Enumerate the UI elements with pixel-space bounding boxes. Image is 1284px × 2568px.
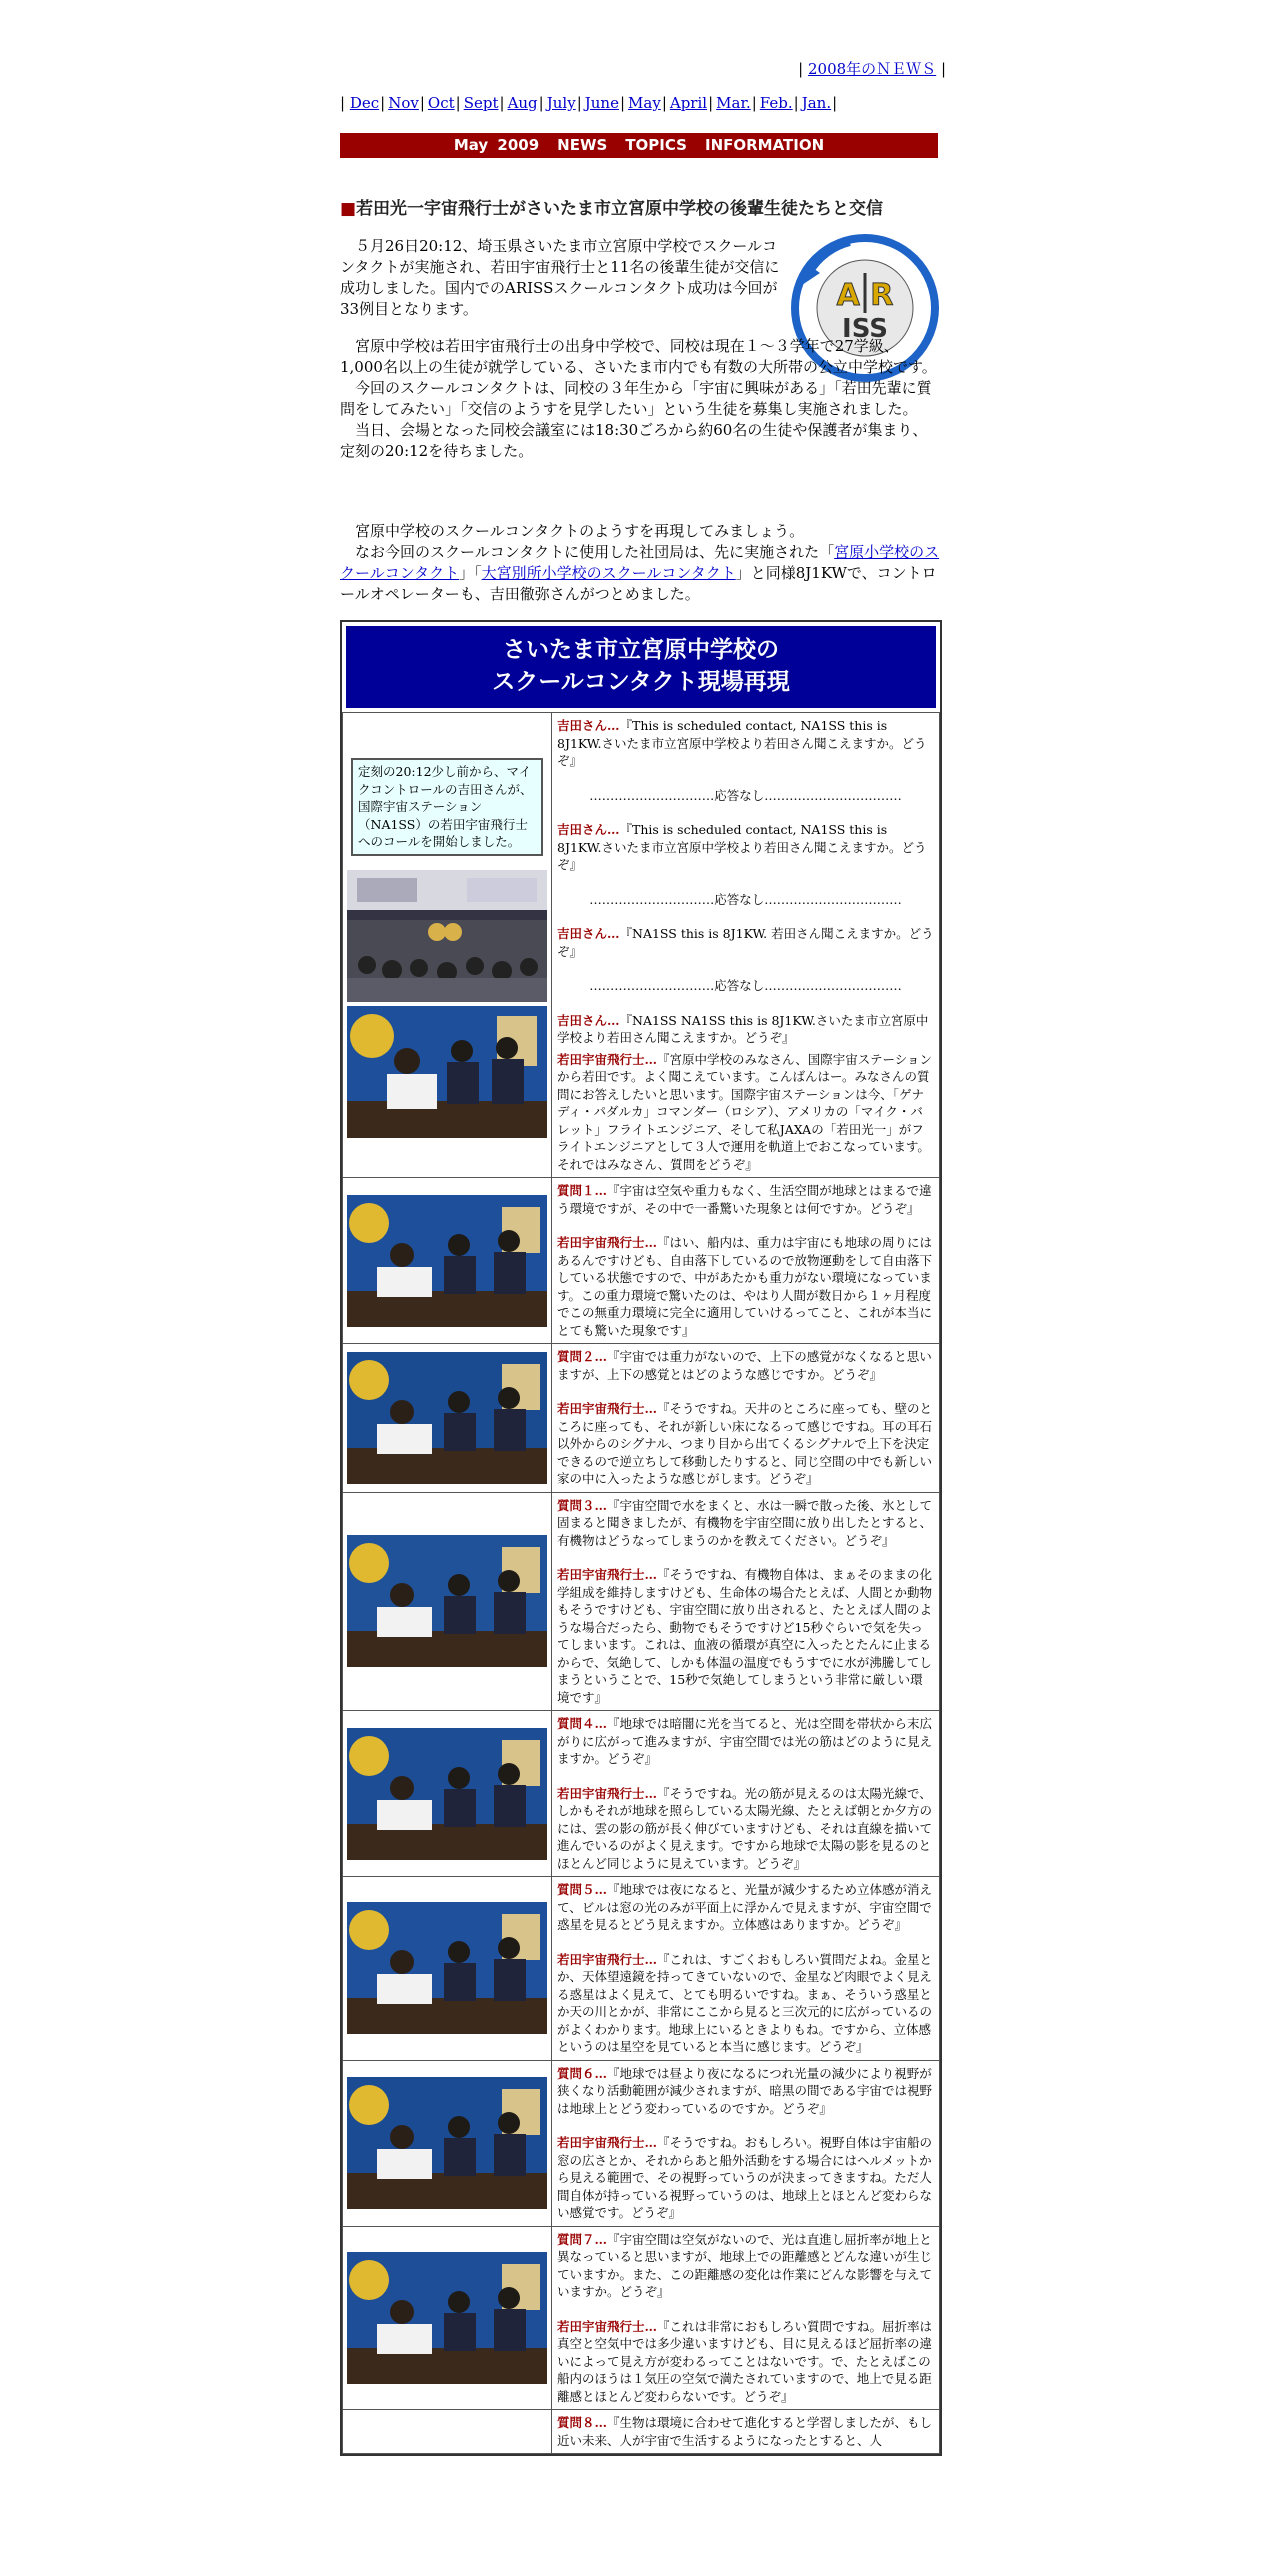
month-link-mar[interactable]: Mar. xyxy=(716,94,751,112)
question-dialogue-cell xyxy=(552,2410,940,2454)
intro-paragraph xyxy=(340,236,785,320)
answer xyxy=(557,1566,934,1706)
question xyxy=(557,1497,934,1550)
question-dialogue-cell xyxy=(552,1178,940,1344)
heading-line-2: スクールコンタクト現場再現 xyxy=(492,669,790,695)
call-text: 『This is scheduled contact, NA1SS this is 8J1KW.さいたま市立宮原中学校より若田さん聞こえますか。どうぞ』 xyxy=(557,822,927,872)
wakata-reply-0 xyxy=(557,1051,934,1174)
month-link-may[interactable]: May xyxy=(628,94,661,112)
question-dialogue-cell xyxy=(552,1877,940,2061)
answer-text: 『これは、すごくおもしろい質問だよね。金星とか、天体望遠鏡を持ってきていないので、金星など肉眼でよく見える惑星はよく見えて、とても明るいですね。まぁ、そういう惑星とか天の川とかが、非常にここから見ると三次元的に広がっているのがよくわかります。地球上にいるときよりもね。ですから、立体感というのは星空を見ていると本当に感じます。どうぞ』 xyxy=(557,1951,933,2054)
related-text-b: 」「 xyxy=(459,564,482,582)
question-dialogue-cell xyxy=(552,1344,940,1493)
banner-topics: TOPICS xyxy=(625,136,687,154)
speaker-yoshida: 吉田さん… xyxy=(557,926,620,941)
news-2008-link[interactable]: 2008年のＮＥＷＳ xyxy=(807,60,937,78)
speaker-yoshida: 吉田さん… xyxy=(557,1012,620,1028)
question-text: 『地球では暗闇に光を当てると、光は空間を帯状から末広がりに広がって進みますが、宇宙空間では光の筋はどのように見えますか。どうぞ』 xyxy=(557,1716,933,1766)
question-photo-cell xyxy=(343,2060,552,2226)
answer-text: 『これは非常におもしろい質問ですね。屈折率は真空と空気中では多少違いますけども、目に見えるほど屈折率の違いによって見え方が変わるってことはないです。で、たとえばこの船内のほうは１気圧の空気で満たされていますので、地上で見る距離感とほとんど変わらないです。どうぞ』 xyxy=(557,2318,933,2404)
student-question-photo xyxy=(347,1352,547,1484)
month-link-feb[interactable]: Feb. xyxy=(759,94,793,112)
speaker-wakata: 若田宇宙飛行士… xyxy=(557,2135,658,2150)
students-photo xyxy=(347,1006,547,1138)
section-banner xyxy=(340,133,938,158)
question-dialogue-cell xyxy=(552,2060,940,2226)
speaker-yoshida: 吉田さん… xyxy=(557,822,620,837)
answer xyxy=(557,1400,934,1488)
answer xyxy=(557,2318,934,2406)
month-link-oct[interactable]: Oct xyxy=(427,94,455,112)
question xyxy=(557,1182,934,1217)
table-row xyxy=(343,2060,940,2226)
reply-text: 『宮原中学校のみなさん、国際宇宙ステーションから若田です。よく聞こえています。こんばんはー。みなさんの質問にお答えしたいと思います。国際宇宙ステーションは今、「ゲナディ・パダルカ」コマンダー（ロシア）、アメリカの「マイク・バレット」フライトエンジニア、そして私JAXAの「若田光一」がフライトエンジニアとして３人で運用を軌道上でおこなっています。それではみなさん、質問をどうぞ』 xyxy=(557,1051,933,1172)
speaker-wakata: 若田宇宙飛行士… xyxy=(557,1951,658,1967)
student-question-photo xyxy=(347,1195,547,1327)
question-label: 質問７… xyxy=(557,2231,608,2247)
article-title-text: 若田光一宇宙飛行士がさいたま市立宮原中学校の後輩生徒たちと交信 xyxy=(356,199,884,219)
question-text: 『生物は環境に合わせて進化すると学習しましたが、もし近い未来、人が宇宙で生活するようになったとすると、人 xyxy=(557,2415,933,2448)
question-photo-cell xyxy=(343,1344,552,1493)
speaker-wakata: 若田宇宙飛行士… xyxy=(557,1567,658,1582)
question xyxy=(557,1715,934,1768)
call-2 xyxy=(557,821,934,874)
table-row xyxy=(343,2226,940,2410)
reconstruction-intro xyxy=(340,521,940,605)
table-row xyxy=(343,1344,940,1493)
answer xyxy=(557,1234,934,1339)
question xyxy=(557,2414,934,2449)
table-row xyxy=(343,713,940,1178)
related-text-a: なお今回のスクールコンタクトに使用した社団局は、先に実施された「 xyxy=(340,543,835,561)
intro-text: ５月26日20:12、埼玉県さいたま市立宮原中学校でスクールコンタクトが実施され、若田宇宙飛行士と11名の後輩生徒が交信に成功しました。国内でのARISSスクールコンタクト成功は今回が33例目となります。 xyxy=(340,237,780,318)
month-link-april[interactable]: April xyxy=(669,94,708,112)
banner-information: INFORMATION xyxy=(704,136,825,154)
banner-month: May 2009 xyxy=(453,136,540,154)
opening-photos xyxy=(343,713,552,1178)
answer-text: 『そうですね。天井のところに座っても、壁のところに座っても、それが新しい床になるって感じですね。耳の耳石以外からのシグナル、つまり目から出てくるシグナルで上下を決定できるので逆立ちして移動したりすると、同じ空間の中でも新しい家の中に入ったような感じがします。どうぞ』 xyxy=(557,1401,933,1486)
speaker-wakata: 若田宇宙飛行士… xyxy=(557,1235,658,1250)
month-link-nov[interactable]: Nov xyxy=(388,94,419,112)
month-link-aug[interactable]: Aug xyxy=(507,94,538,112)
question-text: 『宇宙空間は空気がないので、光は直進し屈折率が地上と異なっていると思いますが、地球上での距離感とどんな違いが生じていますか。また、この距離感の変化は作業にどんな影響を与えていますか。どうぞ』 xyxy=(557,2231,933,2299)
heading-line-1: さいたま市立宮原中学校の xyxy=(503,637,779,663)
question-photo-cell xyxy=(343,2226,552,2410)
news-archive-nav: | 2008年のＮＥＷＳ | xyxy=(798,60,946,78)
speaker-yoshida: 吉田さん… xyxy=(557,718,620,733)
question-photo-cell xyxy=(343,1178,552,1344)
table-row xyxy=(343,1492,940,1711)
question-label: 質問４… xyxy=(557,1716,608,1731)
no-answer-3: …………………………応答なし…………………………… xyxy=(589,978,902,993)
answer-text: 『そうですね。光の筋が見えるのは太陽光線で、しかもそれが地球を照らしている太陽光線、たとえば朝とか夕方のには、雲の影の筋が長く伸びていますけども、それは直線を描いて進んでいるのがよく見えます。ですから地球で太陽の影を見るのとほとんど同じように見えています。どうぞ』 xyxy=(557,1785,933,1871)
table-row xyxy=(343,1877,940,2061)
question-text: 『宇宙は空気や重力もなく、生活空間が地球とはまるで違う環境ですが、その中で一番驚いた現象とは何ですか。どうぞ』 xyxy=(557,1183,932,1216)
question-label: 質問８… xyxy=(557,2415,608,2430)
question-text: 『地球では昼より夜になるにつれ光量の減少により視野が狭くなり活動範囲が減少されますが、暗黒の間である宇宙では視野は地球上とどう変わっているのですか。どうぞ』 xyxy=(557,2065,933,2116)
answer xyxy=(557,1785,934,1873)
question-text: 『地球では夜になると、光量が減少するため立体感が消えて、ビルは窓の光のみが平面上に浮かんで見えますが、宇宙空間で惑星を見るとどう見えますか。立体感はありますか。どうぞ』 xyxy=(557,1882,933,1932)
table-row xyxy=(343,1178,940,1344)
call-text: 『NA1SS this is 8J1KW. 若田さん聞こえますか。どうぞ』 xyxy=(557,926,934,959)
call-1 xyxy=(557,717,934,770)
audience-photo xyxy=(347,870,547,1002)
month-link-dec[interactable]: Dec xyxy=(349,94,380,112)
omiya-bessho-link[interactable]: 大宮別所小学校のスクールコンタクト xyxy=(481,564,736,582)
article-title xyxy=(340,194,883,219)
month-link-jan[interactable]: Jan. xyxy=(801,94,832,112)
question xyxy=(557,1881,934,1934)
question-label: 質問５… xyxy=(557,1882,608,1897)
call-4 xyxy=(557,1012,934,1047)
speaker-wakata: 若田宇宙飛行士… xyxy=(557,1051,658,1067)
school-paragraph-3: 当日、会場となった同校会議室には18:30ごろから約60名の生徒や保護者が集まり、定刻の20:12を待ちました。 xyxy=(340,421,928,460)
question-dialogue-cell xyxy=(552,1492,940,1711)
related-text-c: 」と同様8J1KWで、コントロールオペレーターも、吉田徹弥さんがつとめました。 xyxy=(340,564,937,603)
month-link-july[interactable]: July xyxy=(546,94,576,112)
question-label: 質問２… xyxy=(557,1349,608,1364)
month-link-sept[interactable]: Sept xyxy=(463,94,499,112)
related-contacts-text xyxy=(340,542,940,605)
question xyxy=(557,2231,934,2301)
opening-note: 定刻の20:12少し前から、マイクコントロールの吉田さんが、国際宇宙ステーション（NA1SS）の若田宇宙飛行士へのコールを開始しました。 xyxy=(351,758,543,856)
miyahara-elementary-link[interactable]: 宮原小学校のスクールコンタクト xyxy=(340,543,940,582)
speaker-wakata: 若田宇宙飛行士… xyxy=(557,2318,658,2334)
question-label: 質問３… xyxy=(557,1497,608,1513)
student-question-photo xyxy=(347,1535,547,1667)
answer-text: 『そうですね、有機物自体は、まぁそのままの化学組成を維持しますけども、生命体の場合たとえば、人間とか動物もそうですけども、宇宙空間に放り出されると、たとえば人間のような場合だったら、動物でもそうですけど15秒ぐらいで気を失ってしまいます。これは、血液の循環が真空に入ったとたんに止まるからで、気絶して、しかも体温の温度でもうすでに水が沸騰してしまうということで、15秒で気絶してしまうという非常に厳しい環境です』 xyxy=(557,1567,933,1705)
school-paragraph-1: 宮原中学校は若田宇宙飛行士の出身中学校で、同校は現在１～３学年で27学級、1,000名以上の生徒が就学している、さいたま市内でも有数の大所帯の公立中学校です。 xyxy=(340,337,937,376)
no-answer-2: …………………………応答なし…………………………… xyxy=(589,891,902,907)
question-label: 質問１… xyxy=(557,1183,608,1198)
opening-dialogue xyxy=(552,713,940,1178)
month-nav: | Dec| Nov| Oct| Sept| Aug| July| June| May| April| Mar.| Feb.| Jan.| xyxy=(340,94,838,112)
svg-text:A R: A R xyxy=(836,278,894,313)
question-photo-cell xyxy=(343,1711,552,1877)
school-paragraph-2: 今回のスクールコンタクトは、同校の３年生から「宇宙に興味がある」「若田先輩に質問をしてみたい」「交信のようすを見学したい」という生徒を募集し実施されました。 xyxy=(340,379,932,418)
student-question-photo xyxy=(347,1902,547,2034)
bullet-square-icon: ■ xyxy=(340,199,357,219)
speaker-wakata: 若田宇宙飛行士… xyxy=(557,1785,658,1801)
call-3 xyxy=(557,925,934,960)
question-photo-cell xyxy=(343,1492,552,1711)
student-question-photo xyxy=(347,2252,547,2384)
question-text: 『宇宙空間で水をまくと、水は一瞬で散った後、氷として固まると聞きましたが、有機物を宇宙空間に放り出したとすると、有機物はどうなってしまうのかを教えてください。どうぞ』 xyxy=(557,1497,933,1548)
reconstruction-intro-line: 宮原中学校のスクールコンタクトのようすを再現してみましょう。 xyxy=(340,522,805,540)
question-photo-cell xyxy=(343,1877,552,2061)
question-label: 質問６… xyxy=(557,2065,608,2081)
no-answer-1: …………………………応答なし…………………………… xyxy=(589,787,902,803)
call-text: 『This is scheduled contact, NA1SS this is 8J1KW.さいたま市立宮原中学校より若田さん聞こえますか。どうぞ』 xyxy=(557,718,927,768)
table-row xyxy=(343,1711,940,1877)
answer-text: 『そうですね。おもしろい。視野自体は宇宙船の窓の広さとか、それからあと船外活動をする場合にはヘルメットから見える範囲で、その視野っていうのが決まってきますね。ただ人間自体が持っている視野っていうのは、地球上とほとんど変わらない感覚です。どうぞ』 xyxy=(557,2135,933,2220)
speaker-wakata: 若田宇宙飛行士… xyxy=(557,1401,658,1416)
question-dialogue-cell xyxy=(552,2226,940,2410)
question-photo-cell xyxy=(343,2410,552,2454)
student-question-photo xyxy=(347,1728,547,1860)
qa-table xyxy=(342,712,940,2454)
student-question-photo xyxy=(347,2077,547,2209)
question xyxy=(557,2065,934,2118)
reconstruction-heading xyxy=(342,622,940,712)
answer xyxy=(557,2134,934,2222)
question-dialogue-cell xyxy=(552,1711,940,1877)
question-text: 『宇宙では重力がないので、上下の感覚がなくなると思いますが、上下の感覚とはどのような感じですか。どうぞ』 xyxy=(557,1349,932,1382)
answer-text: 『はい、船内は、重力は宇宙にも地球の周りにはあるんですけども、自由落下しているので放物運動をして自由落下している状態ですので、中があたかも重力がない環境になっています。この重力環境で驚いたのは、やはり人間が数日から１ヶ月程度でこの無重力環境に完全に適用していけるってこと、これが本当にとても驚いた現象です』 xyxy=(557,1235,933,1338)
month-link-june[interactable]: June xyxy=(584,94,619,112)
answer xyxy=(557,1951,934,2056)
question xyxy=(557,1348,934,1383)
svg-text:ISS: ISS xyxy=(842,314,888,344)
school-description xyxy=(340,336,940,462)
table-row xyxy=(343,2410,940,2454)
reconstruction-box xyxy=(340,620,942,2456)
banner-news: NEWS xyxy=(557,136,608,154)
call-text: 『NA1SS NA1SS this is 8J1KW.さいたま市立宮原中学校より若田さん聞こえますか。どうぞ』 xyxy=(557,1012,929,1045)
